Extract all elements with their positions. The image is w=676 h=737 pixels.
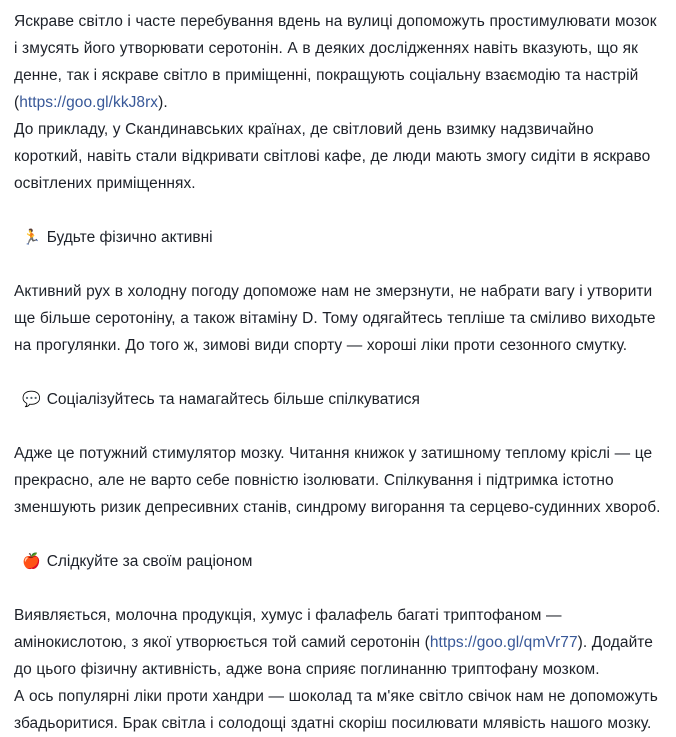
paragraph-spacer	[14, 359, 662, 386]
paragraph-spacer	[14, 575, 662, 602]
external-link[interactable]: https://goo.gl/qmVr77	[429, 634, 578, 651]
heading-socialize	[14, 386, 662, 413]
text-run: А ось популярні ліки проти хандри — шоколад та м'яке світло свічок нам не допоможуть збадьоритися. Брак світла і солодощі здатні скоріш посилювати млявість нашого мозку.	[14, 688, 658, 732]
text-run: До прикладу, у Скандинавських країнах, де світловий день взимку надзвичайно короткий, навіть стали відкривати світлові кафе, де люди мають змогу сидіти в яскраво освітлених приміщеннях.	[14, 121, 651, 192]
text-run: Виявляється, молочна продукція, хумус і фалафель багаті триптофаном — амінокислотою, з якої утворюється той самий серотонін (	[14, 607, 562, 651]
heading-label: Слідкуйте за своїм раціоном	[46, 553, 253, 570]
text-run: Яскраве світло і часте перебування вдень на вулиці допоможуть простимулювати мозок і змусять його утворювати серотонін. А в деяких дослідженнях навіть вказують, що як денне, так і яскраве світло в приміщенні, покращують соціальну взаємодію та настрій (	[14, 13, 657, 111]
paragraph-activity	[14, 278, 662, 359]
text-run: Адже це потужний стимулятор мозку. Читання книжок у затишному теплому кріслі — це прекрасно, але не варто себе повністю ізолювати. Спілкування і підтримка істотно зменшують ризик депресивних станів, синдрому вигорання та серцево-судинних хвороб.	[14, 445, 661, 516]
paragraph-spacer	[14, 251, 662, 278]
paragraph-spacer	[14, 521, 662, 548]
heading-label: Будьте фізично активні	[46, 229, 213, 246]
paragraph-spacer	[14, 413, 662, 440]
heading-label: Соціалізуйтесь та намагайтесь більше спілкуватися	[46, 391, 420, 408]
paragraph-spacer	[14, 197, 662, 224]
paragraph-scandinavia	[14, 116, 662, 197]
heading-watch-your-diet	[14, 548, 662, 575]
text-run: ). Додайте до цього фізичну активність, адже вона сприяє поглинанню триптофану мозком.	[14, 634, 653, 678]
apple-icon: 🍎	[22, 553, 41, 570]
paragraph-bright-light	[14, 8, 662, 116]
speech-balloon-icon: 💬	[22, 391, 41, 408]
text-run: Активний рух в холодну погоду допоможе нам не змерзнути, не набрати вагу і утворити ще більше серотоніну, а також вітаміну D. Тому одягайтесь тепліше та сміливо виходьте на прогулянки. До того ж, зимові види спорту — хороші ліки проти сезонного смутку.	[14, 283, 656, 354]
paragraph-nutrition	[14, 602, 662, 683]
text-run: ).	[158, 94, 168, 111]
paragraph-socializing	[14, 440, 662, 521]
external-link[interactable]: https://goo.gl/kkJ8rx	[19, 94, 159, 111]
runner-icon: 🏃	[22, 229, 41, 246]
heading-be-physically-active	[14, 224, 662, 251]
